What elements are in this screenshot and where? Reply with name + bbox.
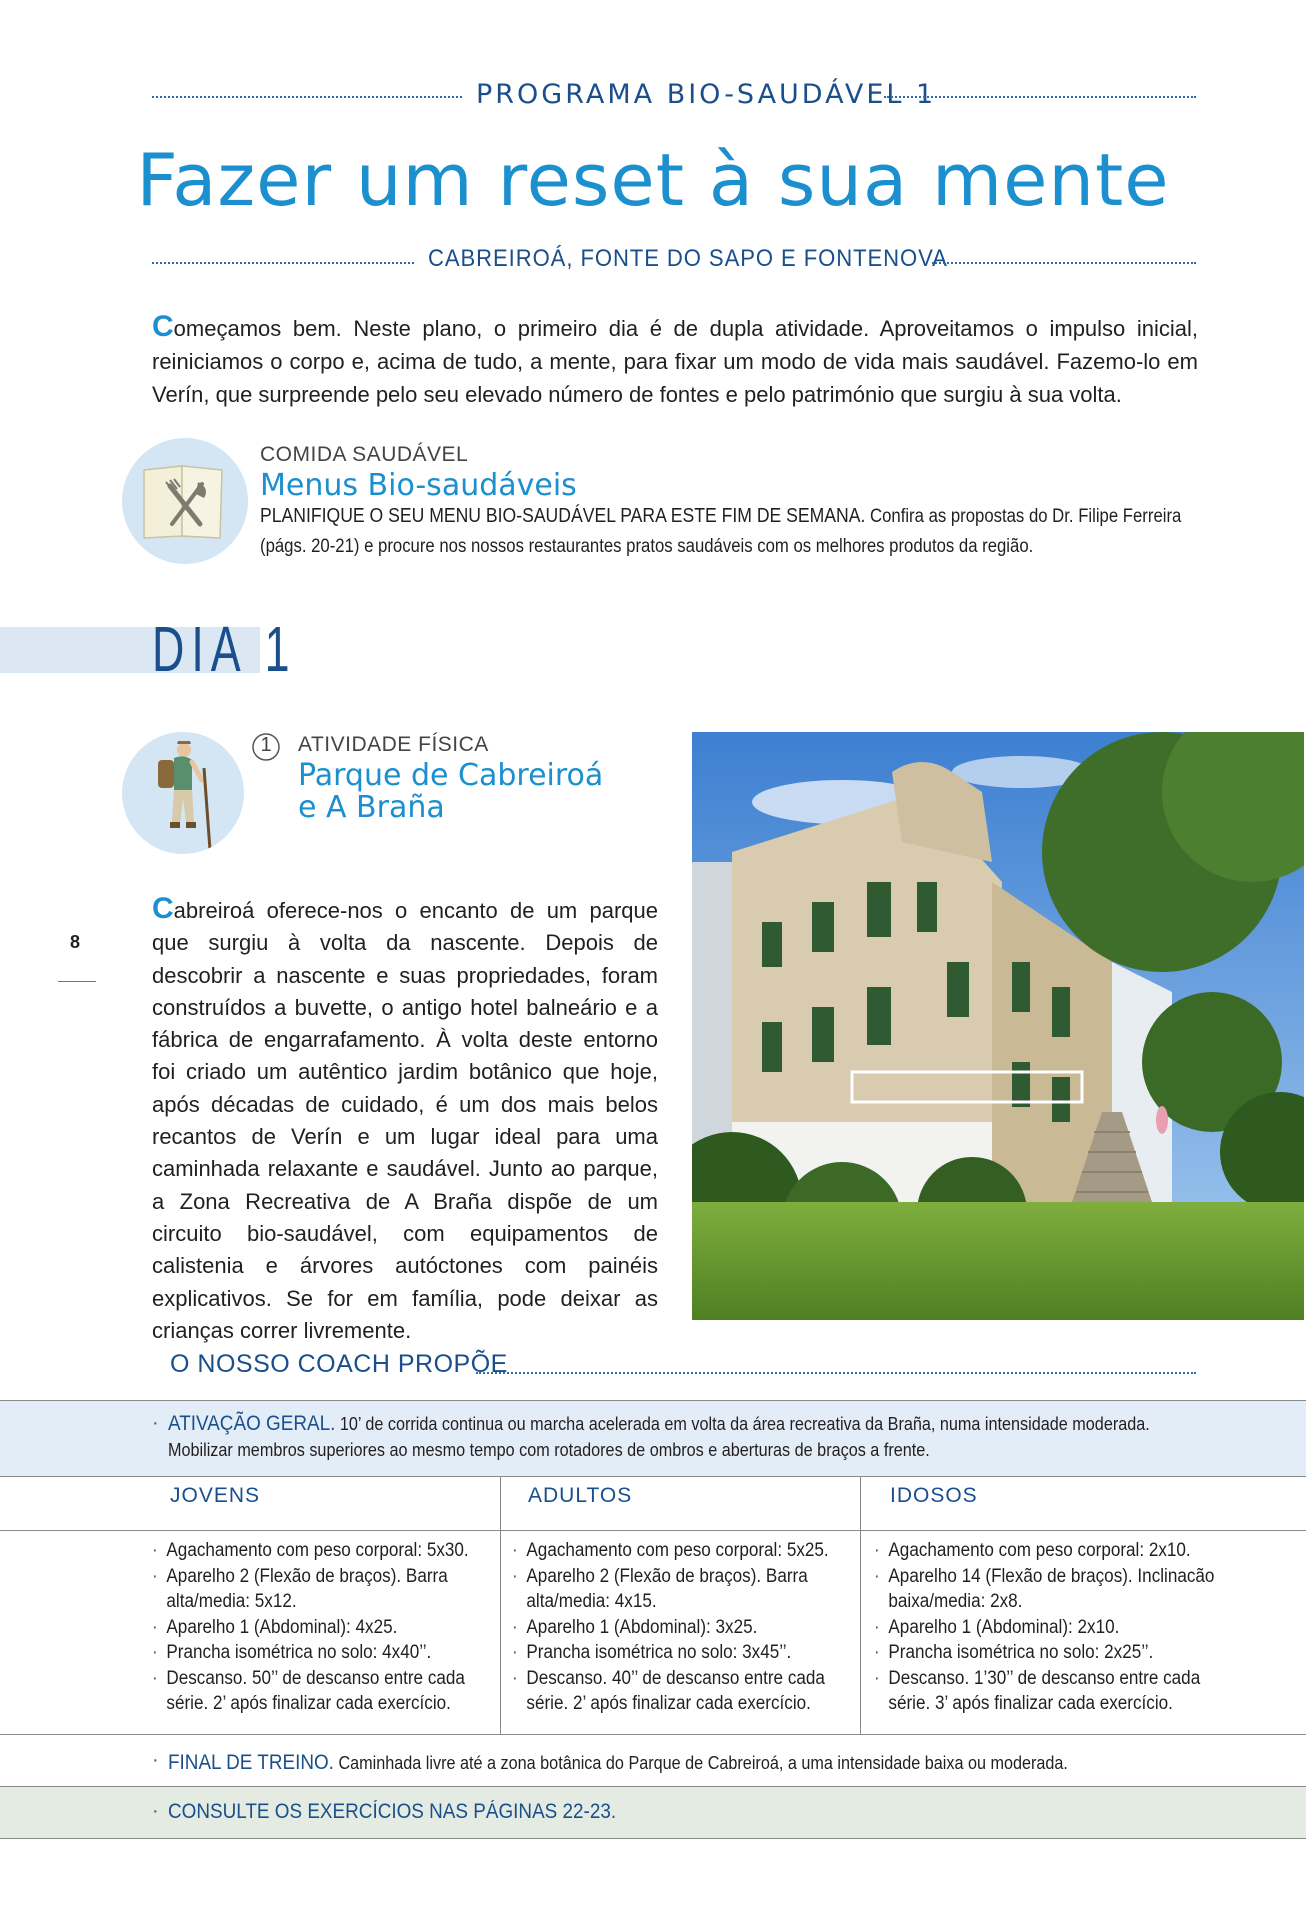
list-item: · Aparelho 2 (Flexão de braços). Barra alta/media: 4x15. (512, 1564, 864, 1615)
consult-bullet: · (152, 1800, 159, 1822)
food-icon-circle (122, 438, 248, 564)
column-list-jovens (152, 1538, 492, 1717)
activity-title-line2: e A Braña (298, 790, 445, 825)
activation-text-block (168, 1411, 1194, 1463)
hiker-icon (122, 732, 244, 854)
day-title: DIA 1 (152, 613, 297, 685)
column-title-jovens: JOVENS (170, 1484, 261, 1507)
list-item: · Aparelho 1 (Abdominal): 2x10. (874, 1615, 1226, 1641)
final-label: FINAL DE TREINO. (168, 1751, 334, 1774)
consult-link[interactable]: CONSULTE OS EXERCÍCIOS NAS PÁGINAS 22-23. (168, 1800, 617, 1823)
intro-text: omeçamos bem. Neste plano, o primeiro dia é de dupla atividade. Aproveitamos o impulso inicial, reiniciamos o corpo e, acima de tudo, a mente, para fixar um modo de vida mais saudável. Fazemo-lo em Verín, que surpreende pelo seu elevado número de fontes e pelo património que surgiu à sua volta. (152, 316, 1198, 407)
header-dotted-rule-right (884, 96, 1196, 98)
list-item: · Aparelho 1 (Abdominal): 4x25. (152, 1615, 504, 1641)
column-title-idosos: IDOSOS (890, 1484, 978, 1507)
header-dotted-rule-left (152, 96, 462, 98)
food-title: Menus Bio-saudáveis (260, 468, 577, 503)
column-list-adultos (512, 1538, 852, 1717)
subtitle-dotted-rule-left (152, 262, 414, 264)
program-kicker: PROGRAMA BIO-SAUDÁVEL 1 (476, 79, 937, 110)
coach-heading: O NOSSO COACH PROPÕE (170, 1350, 508, 1378)
cutlery-menu-icon (122, 438, 248, 564)
rule-bottom (0, 1838, 1306, 1839)
building-illustration (692, 732, 1304, 1320)
column-list-idosos (874, 1538, 1214, 1717)
list-item: · Descanso. 50’’ de descanso entre cada série. 2’ após finalizar cada exercício. (152, 1666, 504, 1717)
column-title-adultos: ADULTOS (528, 1484, 633, 1507)
activity-category: ATIVIDADE FÍSICA (298, 733, 489, 756)
intro-paragraph (152, 310, 1198, 411)
list-item: · Agachamento com peso corporal: 5x25. (512, 1538, 864, 1564)
list-item: · Prancha isométrica no solo: 3x45’’. (512, 1640, 864, 1666)
list-item: · Agachamento com peso corporal: 5x30. (152, 1538, 504, 1564)
activity-icon-circle (122, 732, 244, 854)
activity-dropcap: C (152, 892, 174, 925)
rule-before-consult (0, 1786, 1306, 1787)
page-number: 8 (70, 932, 81, 952)
subtitle-dotted-rule-right (932, 262, 1196, 264)
list-item: · Descanso. 40’’ de descanso entre cada série. 2’ após finalizar cada exercício. (512, 1666, 864, 1717)
food-text (260, 501, 1198, 562)
cabreiroa-building-photo (692, 732, 1304, 1320)
food-description: Confira as propostas do Dr. Filipe Ferreira (págs. 20-21) e procure nos nossos restaurantes pratos saudáveis com os melhores produtos da região. (260, 506, 1182, 557)
list-item: · Agachamento com peso corporal: 2x10. (874, 1538, 1226, 1564)
list-item: · Aparelho 14 (Flexão de braços). Inclinacão baixa/media: 2x8. (874, 1564, 1226, 1615)
list-item: · Prancha isométrica no solo: 2x25’’. (874, 1640, 1226, 1666)
rule-after-headers (0, 1530, 1306, 1531)
page-number-rule (58, 981, 96, 982)
food-category: COMIDA SAUDÁVEL (260, 443, 469, 466)
activation-text: 10’ de corrida continua ou marcha acelerada em volta da área recreativa da Braña, numa intensidade moderada. Mobilizar membros superiores ao mesmo tempo com rotadores de ombros e aberturas de braços a frente. (168, 1414, 1150, 1460)
list-item: · Descanso. 1’30’’ de descanso entre cada série. 3’ após finalizar cada exercício. (874, 1666, 1226, 1717)
activity-number: 1 (260, 734, 272, 756)
final-text: Caminhada livre até a zona botânica do Parque de Cabreiroá, a uma intensidade baixa ou moderada. (338, 1753, 1068, 1773)
activity-title-line1: Parque de Cabreiroá (298, 758, 604, 793)
list-item: · Prancha isométrica no solo: 4x40’’. (152, 1640, 504, 1666)
intro-dropcap: C (152, 310, 174, 343)
rule-before-final (0, 1734, 1306, 1735)
rule-after-activation (0, 1476, 1306, 1477)
activation-label: ATIVAÇÃO GERAL. (168, 1412, 336, 1435)
food-lead: PLANIFIQUE O SEU MENU BIO-SAUDÁVEL PARA ESTE FIM DE SEMANA. (260, 505, 866, 527)
page-subtitle: CABREIROÁ, FONTE DO SAPO E FONTENOVA (428, 245, 948, 272)
activity-text: abreiroá oferece-nos o encanto de um parque que surgiu à volta da nascente. Depois de descobrir a nascente e suas propriedades, foram construídos a buvette, o antigo hotel balneário e a fábrica de engarrafamento. À volta deste entorno foi criado um autêntico jardim botânico que hoje, após décadas de cuidado, é um dos mais belos recantos de Verín e um lugar ideal para uma caminhada relaxante e saudável. Junto ao parque, a Zona Recreativa de A Braña dispõe de um circuito bio-saudável, com equipamentos de calistenia e árvores autóctones com painéis explicativos. Se for em família, pode deixar as crianças correr livremente. (152, 898, 658, 1343)
page-title: Fazer um reset à sua mente (136, 138, 1170, 222)
rule-top (0, 1400, 1306, 1401)
final-bullet: · (152, 1749, 159, 1771)
list-item: · Aparelho 2 (Flexão de braços). Barra alta/media: 5x12. (152, 1564, 504, 1615)
activation-bullet: · (152, 1412, 159, 1434)
final-text-block (168, 1750, 1248, 1776)
activity-paragraph (152, 893, 658, 1347)
list-item: · Aparelho 1 (Abdominal): 3x25. (512, 1615, 864, 1641)
coach-dotted-rule (476, 1372, 1196, 1374)
